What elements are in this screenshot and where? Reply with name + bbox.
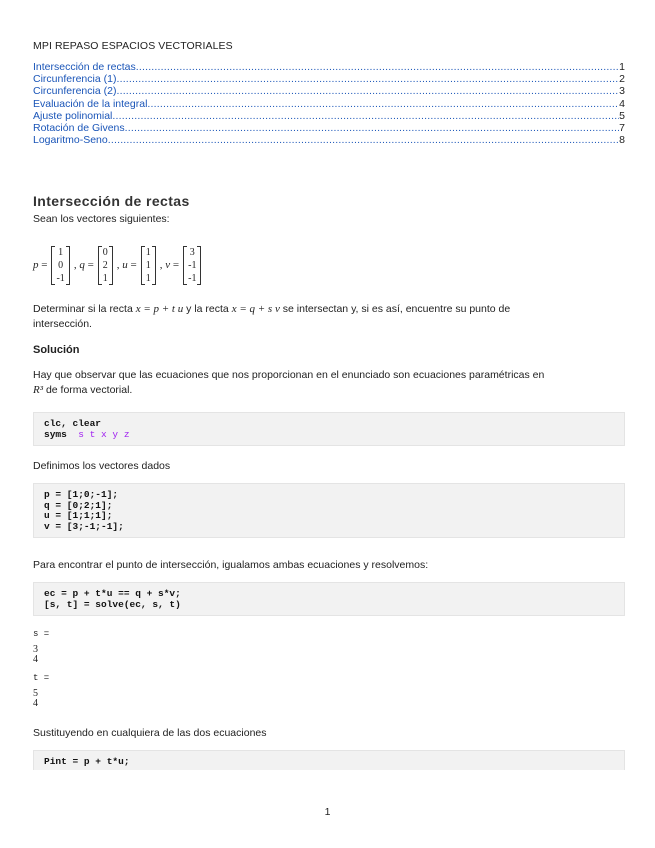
intro-paragraph: Sean los vectores siguientes: <box>33 213 170 225</box>
observation-paragraph: Hay que observar que las ecuaciones que nos proporcionan en el enunciado son ecuaciones paramétricas en R³ de forma vectorial. <box>33 369 545 396</box>
code-block-pint: Pint = p + t*u; <box>33 750 625 770</box>
vector-q-name: q <box>79 259 85 271</box>
code-block-vectors: p = [1;0;-1]; q = [0;2;1]; u = [1;1;1]; v = [3;-1;-1]; <box>33 483 625 538</box>
vector-u-name: u <box>122 259 128 271</box>
substitution-text: Sustituyendo en cualquiera de las dos ecuaciones <box>33 727 267 739</box>
output-s: s = 3 4 <box>33 629 50 665</box>
page-number: 1 <box>324 806 331 818</box>
define-vectors-text: Definimos los vectores dados <box>33 460 171 472</box>
output-t: t = 5 4 <box>33 673 50 709</box>
intersection-text: Para encontrar el punto de intersección, igualamos ambas ecuaciones y resolvemos: <box>33 559 429 571</box>
toc-entry-logaritmo-seno[interactable]: Logaritmo-Seno ..... 8 <box>33 134 625 146</box>
space-symbol: R³ <box>33 384 44 396</box>
toc-entry-circunferencia-1[interactable]: Circunferencia (1) ..... 2 <box>33 73 625 85</box>
vector-v-name: v <box>165 259 171 271</box>
toc-entry-evaluacion-integral[interactable]: Evaluación de la integral ..... 4 <box>33 98 625 110</box>
syms-variables: s t x y z <box>78 428 130 440</box>
code-block-clear: clc, clear syms s t x y z <box>33 412 625 446</box>
toc-entry-circunferencia-2[interactable]: Circunferencia (2) ..... 3 <box>33 85 625 97</box>
vector-p: 1 0 -1 <box>51 246 69 285</box>
section-heading: Intersección de rectas <box>33 193 190 209</box>
vector-p-name: p <box>33 259 39 271</box>
vector-v: 3 -1 -1 <box>183 246 201 285</box>
task-paragraph: Determinar si la recta x = p + t u y la recta x = q + s v se intersectan y, si es así, encuentre su punto de intersección. <box>33 303 511 330</box>
table-of-contents <box>33 61 625 146</box>
toc-entry-rotacion-givens[interactable]: Rotación de Givens ..... 7 <box>33 122 625 134</box>
vector-u: 1 1 1 <box>141 246 156 285</box>
toc-entry-interseccion[interactable]: Intersección de rectas ..... 1 <box>33 61 625 73</box>
document-title: MPI REPASO ESPACIOS VECTORIALES <box>33 40 233 52</box>
code-block-solve: ec = p + t*u == q + s*v; [s, t] = solve(ec, s, t) <box>33 582 625 616</box>
line-equation-2: x = q + s v <box>231 303 280 315</box>
vector-q: 0 2 1 <box>98 246 113 285</box>
vector-definitions: p = 1 0 -1 , q = 0 2 1 , u = 1 1 1 , v = 3 -1 -1 <box>33 240 205 290</box>
toc-entry-ajuste-polinomial[interactable]: Ajuste polinomial ..... 5 <box>33 110 625 122</box>
solution-heading: Solución <box>33 344 80 356</box>
line-equation-1: x = p + t u <box>135 303 184 315</box>
